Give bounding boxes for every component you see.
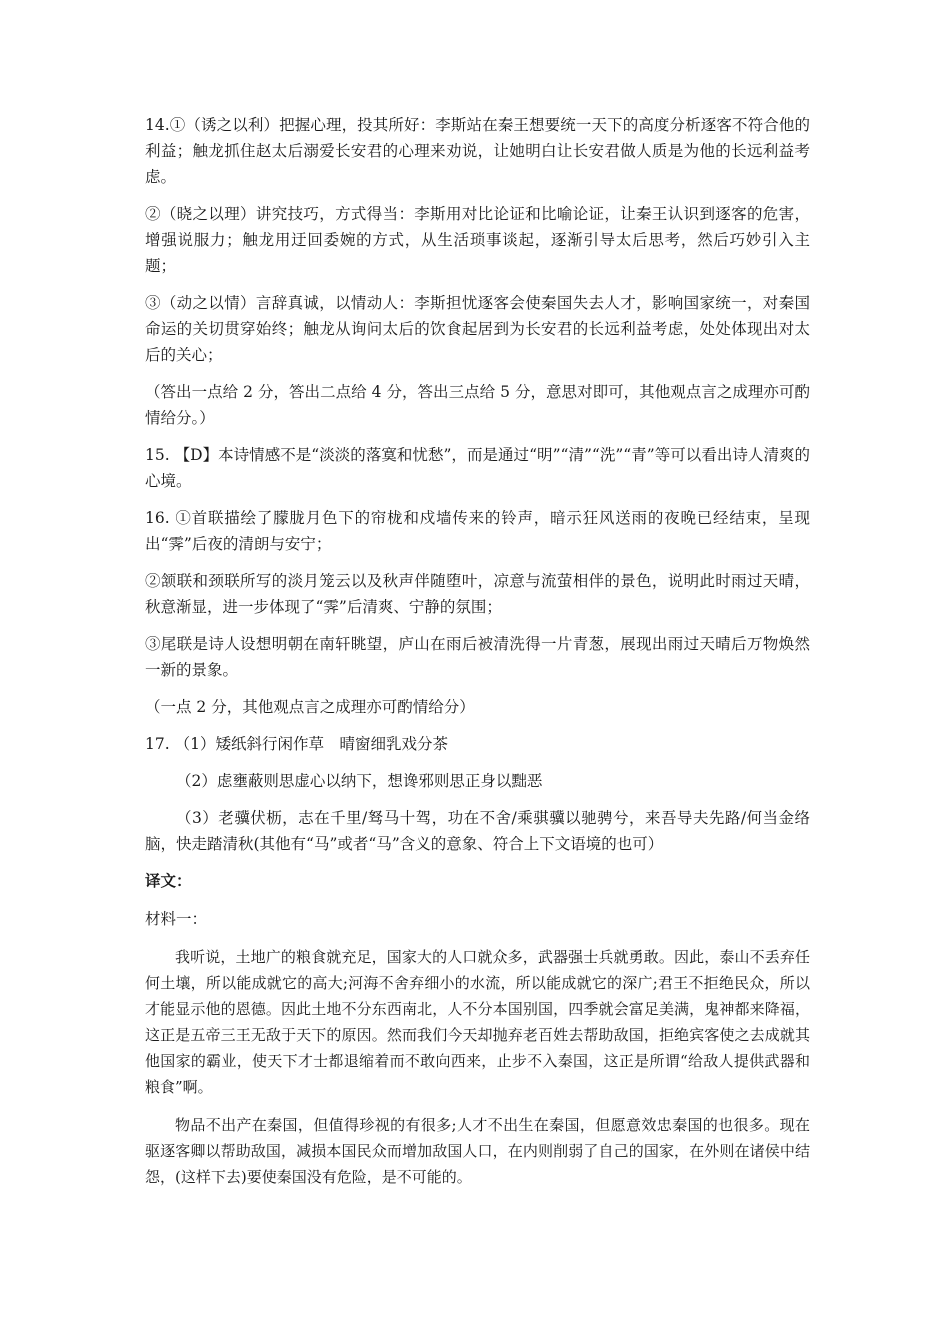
material-one-label: 材料一： [145,910,208,928]
answer-14-point-3: ③（动之以情）言辞真诚，以情动人：李斯担忧逐客会使秦国失去人才，影响国家统一，对秦国命运的关切贯穿始终；触龙从询问太后的饮食起居到为长安君的长远利益考虑，处处体现出对太后的关心； [145,294,810,364]
answer-14-point-1: 14.①（诱之以利）把握心理，投其所好：李斯站在秦王想要统一天下的高度分析逐客不符合他的利益；触龙抓住赵太后溺爱长安君的心理来劝说，让她明白让长安君做人质是为他的长远利益考虑。 [145,116,810,186]
translation-paragraph-1: 我听说，土地广的粮食就充足，国家大的人口就众多，武器强士兵就勇敢。因此，泰山不丢弃任何土壤，所以能成就它的高大;河海不舍弃细小的水流，所以能成就它的深广;君王不拒绝民众，所以才能显示他的恩德。因此土地不分东西南北，人不分本国别国，四季就会富足美满，鬼神都来降福，这正是五帝三王无敌于天下的原因。然而我们今天却抛弃老百姓去帮助敌国，拒绝宾客使之去成就其他国家的霸业，使天下才士都退缩着而不敢向西来，止步不入秦国，这正是所谓“给敌人提供武器和粮食”啊。 [145,948,810,1096]
answer-17-part-1: 17. （1）矮纸斜行闲作草 晴窗细乳戏分茶 [145,735,448,753]
answer-16-point-1: 16. ①首联描绘了朦胧月色下的帘栊和戍墙传来的铃声，暗示狂风送雨的夜晚已经结束，呈现出“霁”后夜的清朗与安宁； [145,509,810,553]
answer-16-scoring-note: （一点 2 分，其他观点言之成理亦可酌情给分） [145,698,475,716]
translation-paragraph-2: 物品不出产在秦国，但值得珍视的有很多;人才不出生在秦国，但愿意效忠秦国的也很多。现在驱逐客卿以帮助敌国，减损本国民众而增加敌国人口，在内则削弱了自己的国家，在外则在诸侯中结怨，(这样下去)要使秦国没有危险，是不可能的。 [145,1116,810,1186]
answer-15: 15. 【D】本诗情感不是“淡淡的落寞和忧愁”，而是通过“明”“清”“洗”“青”等可以看出诗人清爽的心境。 [145,446,810,490]
answer-14-scoring-note: （答出一点给 2 分，答出二点给 4 分，答出三点给 5 分，意思对即可，其他观点言之成理亦可酌情给分。） [145,383,810,427]
answer-16-point-2: ②颔联和颈联所写的淡月笼云以及秋声伴随堕叶，凉意与流萤相伴的景色，说明此时雨过天晴，秋意渐显，进一步体现了“霁”后清爽、宁静的氛围； [145,572,810,616]
answer-16-point-3: ③尾联是诗人设想明朝在南轩眺望，庐山在雨后被清洗得一片青葱，展现出雨过天晴后万物焕然一新的景象。 [145,635,810,679]
answer-14-point-2: ②（晓之以理）讲究技巧，方式得当：李斯用对比论证和比喻论证，让秦王认识到逐客的危害，增强说服力；触龙用迂回委婉的方式，从生活琐事谈起，逐渐引导太后思考，然后巧妙引入主题； [145,205,810,275]
translation-heading: 译文： [145,872,192,890]
document-page [145,112,810,1202]
answer-17-part-2: （2）虑壅蔽则思虚心以纳下，想谗邪则思正身以黜恶 [176,772,543,790]
answer-17-part-3: （3）老骥伏枥，志在千里/驽马十驾，功在不舍/乘骐骥以驰骋兮，来吾导夫先路/何当金络脑，快走踏清秋(其他有“马”或者“马”含义的意象、符合上下文语境的也可） [145,809,810,853]
